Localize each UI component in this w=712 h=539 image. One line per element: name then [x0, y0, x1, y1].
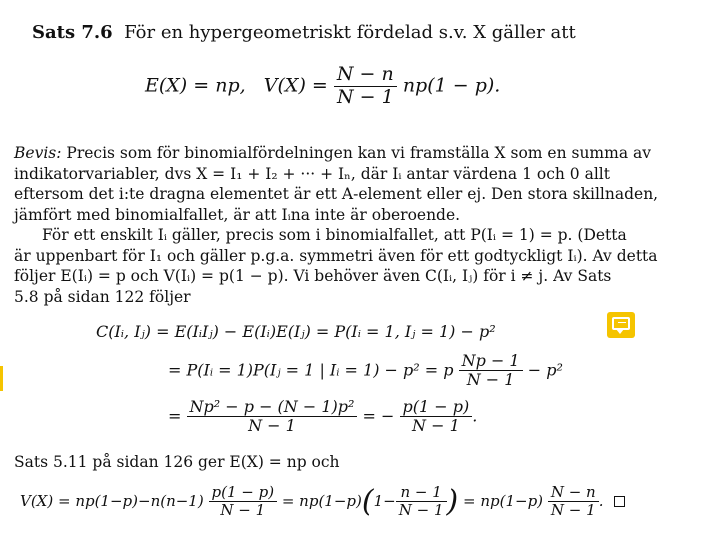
variance-fraction [334, 64, 397, 109]
cov-line-2: = P(Iᵢ = 1)P(Iⱼ = 1 | Iᵢ = 1) − p² = p $\frac{Np - 1}{N - 1}$ − p² [168, 351, 563, 390]
final-formula: V(X) = np(1−p)−n(n−1) $\frac{p(1 - p)}{N - 1}$ = np(1−p)(1− $\frac{n - 1}{N - 1}$ ) = np(1−p) $\frac{N - n}{N - 1}$ . [20, 484, 625, 520]
qed-square-icon [614, 496, 625, 507]
cov-line-3-fraction-1: $\frac{\text{Np² − p − (N − 1)p²}}{N - 1}$ [187, 398, 358, 436]
cov-line-1: C(Iᵢ, Iⱼ) = E(IᵢIⱼ) − E(Iᵢ)E(Iⱼ) = P(Iᵢ = 1, Iⱼ = 1) − p² [96, 322, 496, 341]
proof-line-8: 5.8 på sidan 122 följer [14, 287, 191, 306]
proof-line-1: Bevis: Precis som för binomialfördelningen kan vi framställa X som en summa av [14, 144, 651, 162]
cov-line-2-fraction: $\frac{Np - 1}{N - 1}$ [459, 352, 523, 390]
comment-lines-icon [618, 322, 626, 329]
expectation-formula: E(X) = np, [145, 74, 246, 97]
final-fraction-3: $\frac{N - n}{N - 1}$ [548, 484, 599, 520]
final-fraction-1: $\frac{p(1 - p)}{N - 1}$ [209, 484, 278, 520]
cov-line-3: = $\frac{\text{Np² − p − (N − 1)p²}}{N - 1}$ = − $\frac{p(1 - p)}{N - 1}$ . [168, 397, 478, 436]
final-fraction-2: $\frac{n - 1}{N - 1}$ [396, 484, 447, 520]
proof-line-4: jämfört med binomialfallet, är att Iᵢna inte är oberoende. [14, 205, 461, 224]
theorem-statement: För en hypergeometriskt fördelad s.v. X gäller att [124, 22, 576, 43]
main-formula [145, 64, 500, 109]
proof-label: Bevis: [14, 144, 62, 162]
proof-line-6: är uppenbart för I₁ och gäller p.g.a. symmetri även för ett godtyckligt Iᵢ). Av detta [14, 246, 658, 265]
big-paren-open: ( [361, 483, 374, 519]
variance-frac-num: N − n [336, 63, 394, 85]
big-paren-close: ) [446, 483, 459, 519]
theorem-label: Sats 7.6 [32, 22, 113, 43]
cov-line-3-fraction-2: $\frac{p(1 - p)}{N - 1}$ [400, 398, 473, 436]
proof-line-3: eftersom det i:te dragna elementet är ett A-element eller ej. Den stora skillnaden, [14, 185, 659, 203]
proof-line-2: indikatorvariabler, dvs X = I₁ + I₂ + ··· + Iₙ, där Iᵢ antar värdena 1 och 0 allt [14, 164, 610, 183]
variance-lhs: V(X) = [263, 74, 328, 97]
variance-frac-den: N − 1 [334, 86, 397, 109]
proof-line-7: följer E(Iᵢ) = p och V(Iᵢ) = p(1 − p). Vi behöver även C(Iᵢ, Iⱼ) för i ≠ j. Av Sats [14, 267, 612, 285]
conclusion-text: Sats 5.11 på sidan 126 ger E(X) = np och [14, 453, 340, 471]
comment-icon[interactable] [607, 312, 635, 338]
highlight-marker[interactable] [0, 366, 3, 391]
proof-line-5: För ett enskilt Iᵢ gäller, precis som i binomialfallet, att P(Iᵢ = 1) = p. (Detta [42, 226, 627, 244]
proof-paragraph [14, 143, 664, 307]
variance-rhs: np(1 − p). [402, 74, 501, 97]
theorem-heading [32, 22, 576, 43]
